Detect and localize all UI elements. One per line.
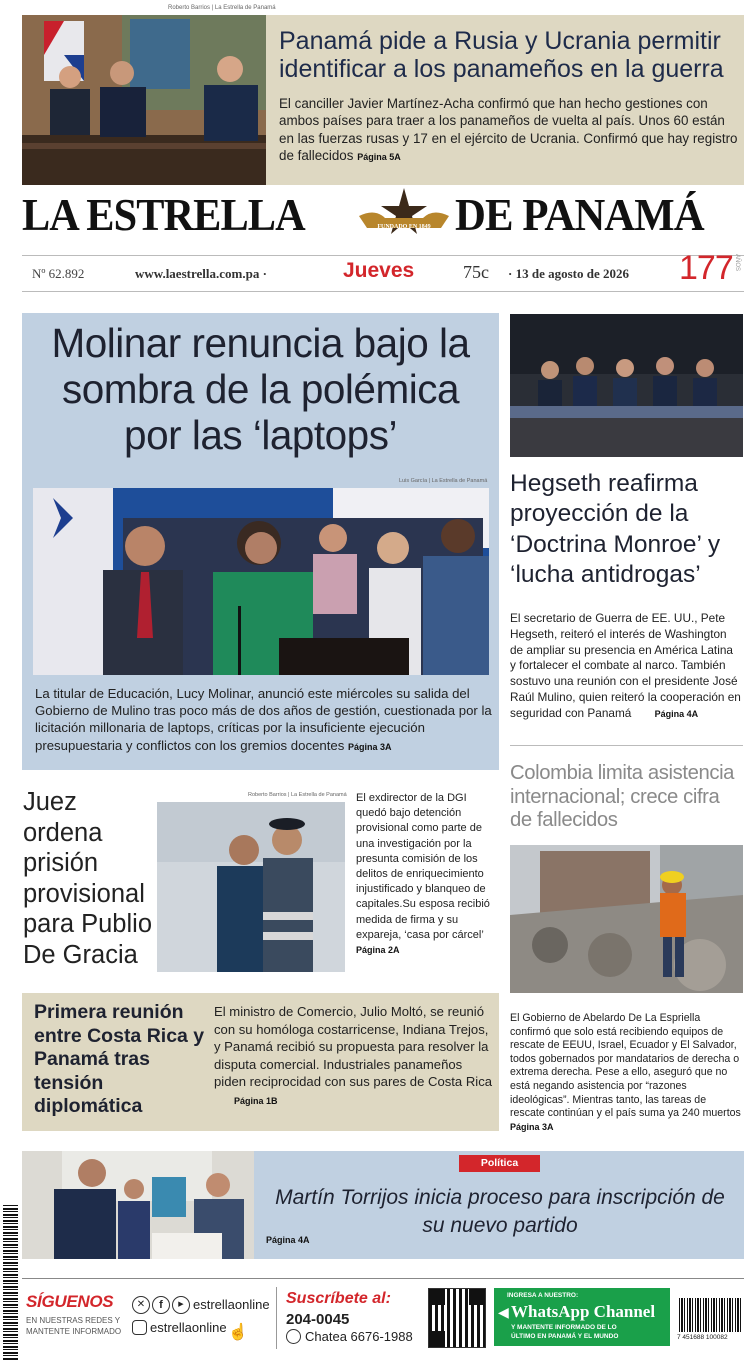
star-emblem-icon <box>355 186 453 242</box>
party-registration-image <box>22 1151 254 1259</box>
top-story-body-text: El canciller Javier Martínez-Acha confirmó que han hecho gestiones con ambos países para traer a los panameños de vuelta al país. Unos 60 están en las fuerzas rusas y 17 en el ejército de Ucrania. Confirmó que hay registro de fallecidos <box>279 96 738 163</box>
cabinet-meeting-image <box>22 15 266 185</box>
whatsapp-title: WhatsApp Channel <box>511 1302 656 1321</box>
follow-sub2: MANTENTE INFORMADO <box>26 1327 122 1336</box>
press-conference-image <box>33 488 489 675</box>
politica-headline[interactable]: Martín Torrijos inicia proceso para inscripción de su nuevo partido <box>275 1186 725 1237</box>
costarica-headline[interactable]: Primera reunión entre Costa Rica y Panamá tras tensión diplomática <box>34 1001 205 1118</box>
subscribe-phone[interactable]: 204-0045 <box>286 1311 350 1328</box>
degracia-photo[interactable] <box>157 802 345 972</box>
masthead-title-right: DE PANAMÁ <box>455 189 704 240</box>
footer-sep-1 <box>276 1287 277 1349</box>
instagram-handle[interactable]: estrellaonline <box>150 1320 227 1335</box>
costarica-body <box>214 1003 494 1111</box>
earthquake-rescue-image <box>510 845 743 993</box>
barcode <box>679 1298 741 1332</box>
qr-code[interactable] <box>428 1288 486 1348</box>
whatsapp-small-icon <box>286 1329 301 1344</box>
instagram-icon[interactable] <box>132 1320 147 1335</box>
masthead-divider-bottom <box>22 291 744 292</box>
politica-section-tag[interactable]: Política <box>459 1155 540 1172</box>
lead-story-headline[interactable]: Molinar renuncia bajo la sombra de la polémica por las ‘laptops’ <box>51 320 470 458</box>
colombia-page-ref[interactable]: Página 3A <box>510 1121 554 1132</box>
top-story-page-ref[interactable]: Página 5A <box>357 151 401 162</box>
colombia-headline[interactable]: Colombia limita asistencia internacional; crece cifra de fallecidos <box>510 762 735 832</box>
whatsapp-sub2: ÚLTIMO EN PANAMÁ Y EL MUNDO <box>511 1333 619 1340</box>
whatsapp-channel-icon: ◀ <box>498 1304 509 1320</box>
social-handle[interactable]: estrellaonline <box>193 1297 270 1312</box>
right-column-divider <box>510 745 743 746</box>
degracia-page-ref[interactable]: Página 2A <box>356 945 400 956</box>
degracia-body-text: El exdirector de la DGI quedó bajo detención provisional como parte de una investigación por la presunta comisión de los delitos de enriquecimiento injustificado y blanqueo de capitales.Su esposa recibió medida de firma y su expareja, ‘casa por cárcel’ <box>356 792 490 941</box>
degracia-headline[interactable]: Juez ordena prisión provisional para Publio De Gracia <box>23 788 153 969</box>
colombia-photo[interactable] <box>510 845 743 993</box>
masthead[interactable] <box>22 186 744 246</box>
hegseth-page-ref[interactable]: Página 4A <box>654 708 699 719</box>
edition-price: 75c <box>463 262 489 282</box>
edition-day: Jueves <box>343 259 415 282</box>
colombia-body-text: El Gobierno de Abelardo De La Espriella confirmó que solo está recibiendo equipos de rescate de EEUU, Israel, Ecuador y El Salvador, todos gobernados por mandatarios de derecha o extrema derecha. Pese a ello, aseguró que no está negando asistencia por “razones ideológicas”. Mientras tanto, las tareas de rescate continúan y el país suma ya 240 muertos <box>510 1012 741 1120</box>
whatsapp-channel-box[interactable] <box>494 1288 670 1346</box>
politica-photo[interactable] <box>22 1151 254 1259</box>
top-story-headline[interactable]: Panamá pide a Rusia y Ucrania permitir identificar a los panameños en la guerra <box>279 27 724 83</box>
politica-page-ref[interactable]: Página 4A <box>266 1235 310 1245</box>
lead-story-photo[interactable] <box>33 488 489 675</box>
colombia-body <box>510 1012 742 1134</box>
top-story-body <box>279 95 739 166</box>
hegseth-body <box>510 611 742 723</box>
detention-escort-image <box>157 802 345 972</box>
anniversary-label: AÑOS <box>734 254 740 272</box>
x-icon[interactable]: ✕ <box>132 1296 150 1314</box>
whatsapp-pre: INGRESA A NUESTRO: <box>507 1292 579 1299</box>
masthead-emblem <box>355 186 453 242</box>
anniversary-years: 177 <box>679 249 733 287</box>
pointer-hand-icon: ☝ <box>228 1324 248 1341</box>
follow-title: SÍGUENOS <box>26 1292 114 1311</box>
follow-sub1: EN NUESTRAS REDES Y <box>26 1316 121 1325</box>
masthead-divider-top <box>22 255 744 256</box>
lead-story-photo-credit: Luis García | La Estrella de Panamá <box>399 478 488 484</box>
lead-story-body-text: La titular de Educación, Lucy Molinar, anunció este miércoles su salida del Gobierno de Mulino tras poco más de dos años de gestión, cuestionada por la licitación millonaria de laptops, críticas por la insuficiente ejecución presupuestaria y conflictos con los gremios docentes <box>35 686 492 753</box>
masthead-founded: FUNDADO EN 1849 <box>377 224 431 230</box>
masthead-title-left: LA ESTRELLA <box>22 189 305 240</box>
edition-number: Nº 62.892 <box>32 266 85 281</box>
facebook-icon[interactable]: f <box>152 1296 170 1314</box>
top-story-photo[interactable] <box>22 15 266 185</box>
degracia-body <box>356 791 500 958</box>
costarica-body-text: El ministro de Comercio, Julio Moltó, se reunió con su homóloga costarricense, Indiana Trejos, y Panamá recibió su propuesta para resolver la disputa comercial. Industriales panameños piden reciprocidad con sus pares de Costa Rica <box>214 1004 493 1090</box>
hegseth-photo[interactable] <box>510 314 743 457</box>
whatsapp-sub1: Y MANTENTE INFORMADO DE LO <box>511 1324 617 1331</box>
edition-date: · 13 de agosto de 2026 <box>508 266 629 281</box>
hegseth-body-text: El secretario de Guerra de EE. UU., Pete Hegseth, reiteró el interés de Washington de ampliar su presencia en América Latina y fortalecer el combate al narco. También sostuvo una reunión con el presidente José Raúl Mulino, quien reiteró la cooperación en seguridad con Panamá <box>510 611 741 720</box>
lead-story-body <box>35 685 492 756</box>
subscribe-title: Suscríbete al: <box>286 1290 391 1307</box>
subscribe-chat[interactable]: Chatea 6676-1988 <box>305 1329 413 1344</box>
youtube-icon[interactable]: ▶ <box>172 1296 190 1314</box>
footer-divider <box>22 1278 744 1279</box>
summit-meeting-image <box>510 314 743 457</box>
website-link[interactable]: www.laestrella.com.pa · <box>135 266 267 281</box>
degracia-photo-credit: Roberto Barrios | La Estrella de Panamá <box>248 792 347 798</box>
hegseth-headline[interactable]: Hegseth reafirma proyección de la ‘Doctrina Monroe’ y ‘lucha antidrogas’ <box>510 470 721 588</box>
side-barcode <box>3 1205 18 1361</box>
barcode-digits: 7 451688 100082 <box>677 1334 728 1341</box>
costarica-page-ref[interactable]: Página 1B <box>234 1095 278 1106</box>
top-story-photo-credit: Roberto Barrios | La Estrella de Panamá <box>168 5 276 11</box>
lead-story-page-ref[interactable]: Página 3A <box>348 741 392 752</box>
